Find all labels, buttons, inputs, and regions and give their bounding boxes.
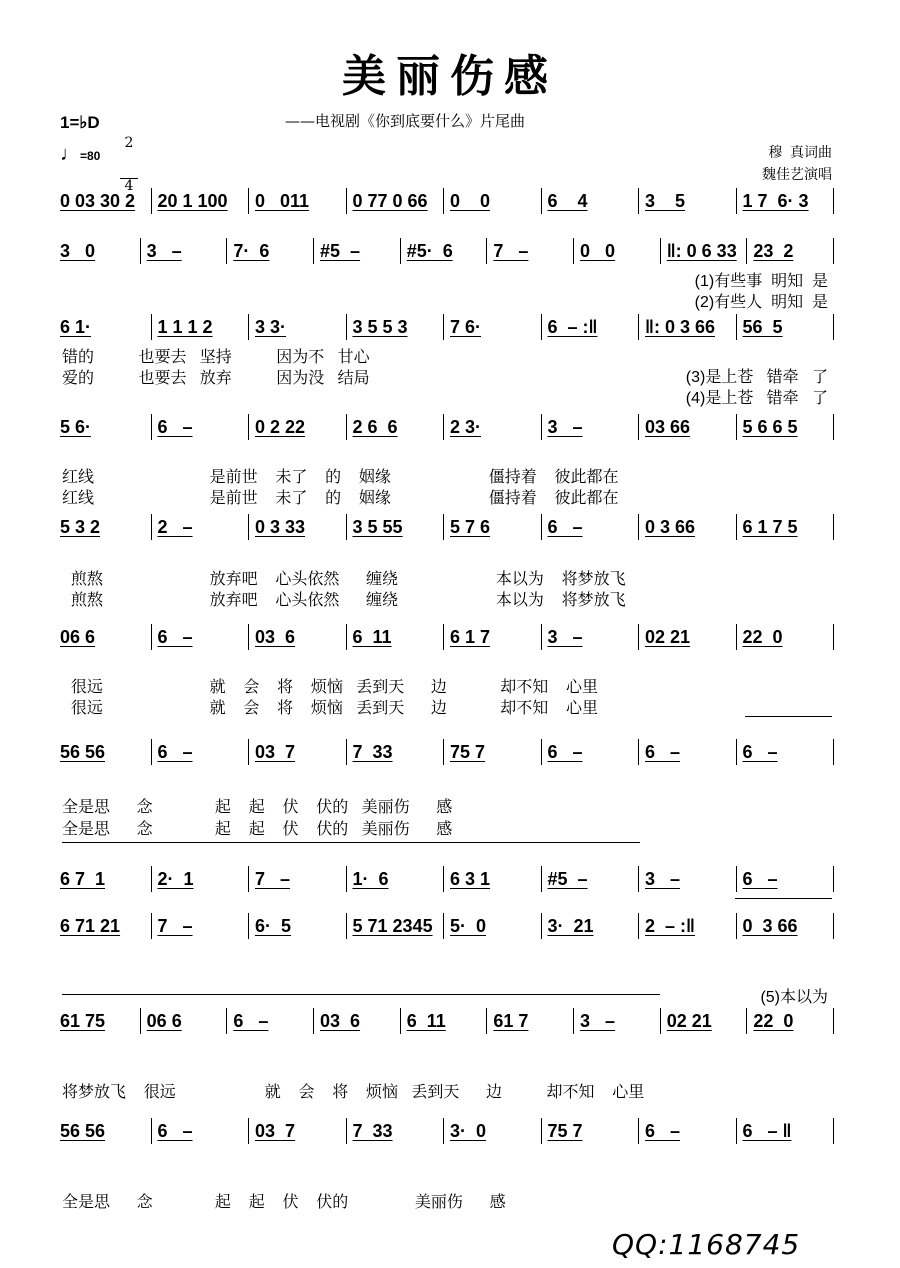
measure: 03 7 [248,1118,346,1144]
measure: 5 6· [60,417,92,437]
tempo-mark [60,143,100,166]
measure: 0 3 66 [638,514,736,540]
phrase-bracket [62,842,640,843]
measure: 23 2 [746,238,833,264]
staff-line [60,188,834,214]
measure: 2 6 6 [346,414,444,440]
measure: 03 6 [248,624,346,650]
time-bottom: 4 [120,178,138,193]
measure: 7 – [486,238,573,264]
measure: 6 – [541,514,639,540]
lyric-line: (2)有些人 明知 是 [694,294,828,311]
measure: 06 6 [140,1008,227,1034]
measure: 2 – [151,514,249,540]
lyric-line: (5)本以为 [760,989,828,1006]
phrase-bracket [62,994,660,995]
measure: 3 0 [60,241,96,261]
measure: 2· 1 [151,866,249,892]
measure: 6 – [736,866,834,892]
measure: 6 4 [541,188,639,214]
volta-2 [735,898,832,899]
lyric-line: 全是思 念 起 起 伏 伏的 美丽伤 感 [62,1194,506,1211]
measure: #5 – [541,866,639,892]
measure: 6· 5 [248,913,346,939]
song-title: 美丽伤感 [342,51,558,102]
measure: 20 1 100 [151,188,249,214]
measure: 0 03 30 2 [60,191,136,211]
key-signature: 1=♭D [60,113,100,132]
measure: 0 2 22 [248,414,346,440]
measure: 03 7 [248,739,346,765]
quarter-note-icon: ♩ [60,143,80,165]
staff-line [60,866,834,892]
lyric-line: (3)是上苍 错牵 了 [685,369,828,386]
measure: 7 – [151,913,249,939]
measure: 02 21 [660,1008,747,1034]
measure: 7 33 [346,1118,444,1144]
measure: 06 6 [60,627,96,647]
measure: 5 6 6 5 [736,414,834,440]
staff-line [60,913,834,939]
staff-line [60,1008,834,1034]
measure: 6 – [541,739,639,765]
measure: 6 – [226,1008,313,1034]
measure: 56 5 [736,314,834,340]
measure: 56 56 [60,1121,106,1141]
measure: 7 6· [443,314,541,340]
measure: 7 33 [346,739,444,765]
measure: 3 5 55 [346,514,444,540]
lyric-line: 爱的 也要去 放弃 因为没 结局 [62,370,370,387]
measure: 6 – [151,1118,249,1144]
measure: 6 – [151,414,249,440]
measure: 22 0 [736,624,834,650]
composer-credit: 穆 真词曲 [768,144,832,160]
measure: 0 77 0 66 [346,188,444,214]
measure: 2 – :‖ [638,913,736,939]
measure: 6 – [151,624,249,650]
measure: 03 66 [638,414,736,440]
measure: 6 1· [60,317,92,337]
measure: 0 011 [248,188,346,214]
tempo-value: =80 [80,149,101,163]
measure: 56 56 [60,742,106,762]
measure: 03 6 [313,1008,400,1034]
measure: 6 11 [400,1008,487,1034]
staff-line [60,238,834,264]
measure: 3 – [638,866,736,892]
measure: 0 0 [443,188,541,214]
volta-1 [745,716,832,717]
measure: 6 71 21 [60,916,121,936]
measure: 6 3 1 [443,866,541,892]
measure: 61 7 [486,1008,573,1034]
lyric-line: 将梦放飞 很远 就 会 将 烦恼 丢到天 边 却不知 心里 [62,1084,645,1101]
staff-line [60,314,834,340]
lyric-line: 错的 也要去 坚持 因为不 甘心 [62,349,370,366]
measure: 02 21 [638,624,736,650]
measure: 7 – [248,866,346,892]
measure: 6 7 1 [60,869,106,889]
qq-contact: QQ:1168745 [612,1228,801,1261]
measure: 22 0 [746,1008,833,1034]
time-top: 2 [124,135,134,151]
measure: 1 7 6· 3 [736,188,834,214]
lyric-line: 煎熬 放弃吧 心头依然 缠绕 本以为 将梦放飞 [62,592,626,609]
measure: 6 1 7 [443,624,541,650]
staff-line [60,739,834,765]
measure: 6 – ‖ [736,1118,834,1144]
staff-line [60,414,834,440]
measure: #5· 6 [400,238,487,264]
measure: 2 3· [443,414,541,440]
lyric-line: (4)是上苍 错牵 了 [685,390,828,407]
staff-line [60,514,834,540]
measure: 5 3 2 [60,517,101,537]
lyric-line: 很远 就 会 将 烦恼 丢到天 边 却不知 心里 [62,700,599,717]
measure: 1 1 1 2 [151,314,249,340]
measure: 5 7 6 [443,514,541,540]
measure: ‖: 0 6 33 [660,238,747,264]
measure: 6 1 7 5 [736,514,834,540]
lyric-line: 红线 是前世 未了 的 姻缘 僵持着 彼此都在 [62,490,619,507]
staff-line [60,624,834,650]
measure: 6 – [638,1118,736,1144]
measure: 6 – :‖ [541,314,639,340]
measure: 0 3 33 [248,514,346,540]
measure: 6 – [638,739,736,765]
staff-line [60,1118,834,1144]
measure: 6 – [151,739,249,765]
measure: 3· 21 [541,913,639,939]
measure: 5· 0 [443,913,541,939]
lyric-line: 全是思 念 起 起 伏 伏的 美丽伤 感 [62,799,453,816]
lyric-line: 全是思 念 起 起 伏 伏的 美丽伤 感 [62,821,453,838]
measure: 6 – [736,739,834,765]
measure: 1· 6 [346,866,444,892]
lyric-line: 煎熬 放弃吧 心头依然 缠绕 本以为 将梦放飞 [62,571,626,588]
measure: 3 – [541,624,639,650]
measure: 3· 0 [443,1118,541,1144]
measure: 75 7 [541,1118,639,1144]
measure: 3 – [541,414,639,440]
measure: 3 – [573,1008,660,1034]
measure: #5 – [313,238,400,264]
measure: 7· 6 [226,238,313,264]
measure: 0 0 [573,238,660,264]
measure: 0 3 66 [736,913,834,939]
measure: 3 5 5 3 [346,314,444,340]
lyric-line: 红线 是前世 未了 的 姻缘 僵持着 彼此都在 [62,469,619,486]
measure: 5 71 2345 [346,913,444,939]
lyric-line: 很远 就 会 将 烦恼 丢到天 边 却不知 心里 [62,679,599,696]
measure: ‖: 0 3 66 [638,314,736,340]
measure: 3 – [140,238,227,264]
measure: 3 5 [638,188,736,214]
measure: 3 3· [248,314,346,340]
lyric-line: (1)有些事 明知 是 [694,273,828,290]
singer-credit: 魏佳艺演唱 [762,166,832,182]
measure: 75 7 [443,739,541,765]
measure: 6 11 [346,624,444,650]
measure: 61 75 [60,1011,106,1031]
subtitle: ——电视剧《你到底要什么》片尾曲 [285,112,526,130]
